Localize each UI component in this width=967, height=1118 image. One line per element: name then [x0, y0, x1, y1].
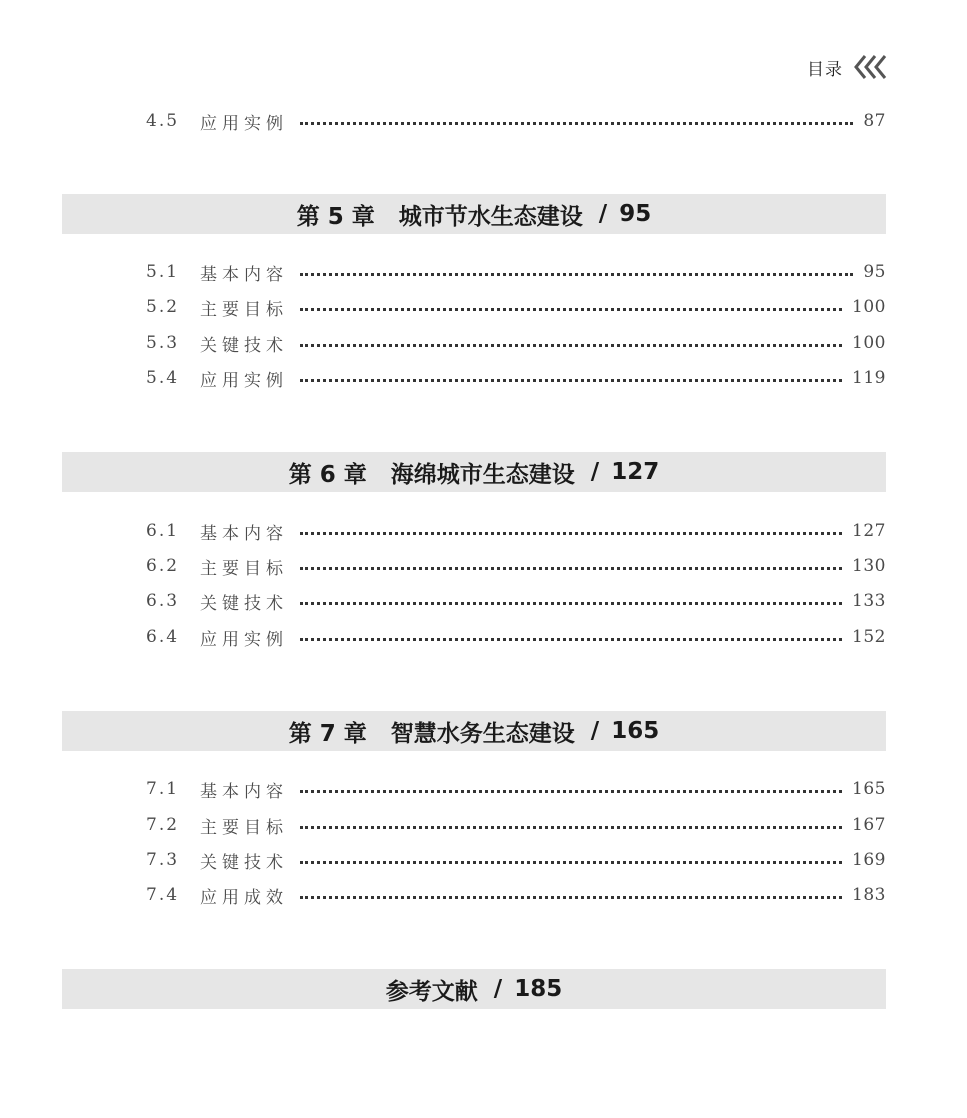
dot-leader: [300, 602, 842, 605]
page-number: 152: [852, 627, 886, 647]
references-title: 参考文献: [385, 978, 478, 1005]
chapter-heading[interactable]: [62, 711, 886, 751]
chapter-title: 海绵城市生态建设: [390, 461, 575, 488]
chapter-title: 智慧水务生态建设: [390, 720, 575, 747]
section-title: 关键技术: [200, 852, 288, 873]
page-number: 119: [852, 368, 886, 388]
section-number: 6.2: [146, 556, 180, 576]
toc-entry[interactable]: [146, 588, 886, 614]
dot-leader: [300, 567, 842, 570]
separator-slash: /: [590, 459, 600, 485]
section-number: 7.3: [146, 850, 180, 870]
running-header: [807, 54, 887, 80]
toc-entry[interactable]: [146, 330, 886, 356]
section-title: 基本内容: [200, 781, 288, 802]
dot-leader: [300, 896, 842, 899]
page-number: 133: [852, 591, 886, 611]
section-number: 5.3: [146, 333, 180, 353]
toc-entry[interactable]: [146, 365, 886, 391]
page-number: 165: [852, 779, 886, 799]
page-number: 183: [852, 885, 886, 905]
section-title: 基本内容: [200, 264, 288, 285]
separator-slash: /: [598, 201, 608, 227]
section-number: 7.4: [146, 885, 180, 905]
section-title: 关键技术: [200, 593, 288, 614]
toc-entry[interactable]: [146, 518, 886, 544]
section-number: 6.1: [146, 521, 180, 541]
section-title: 基本内容: [200, 523, 288, 544]
dot-leader: [300, 826, 842, 829]
page-number: 100: [852, 297, 886, 317]
page-number: 127: [852, 521, 886, 541]
toc-entry[interactable]: [146, 294, 886, 320]
section-title: 应用实例: [200, 370, 288, 391]
chapter-page: 165: [611, 718, 660, 744]
page-number: 167: [852, 815, 886, 835]
chapter-label: 第 6 章: [288, 461, 367, 488]
toc-entry[interactable]: [146, 108, 886, 134]
section-title: 应用成效: [200, 887, 288, 908]
page-number: 95: [863, 262, 886, 282]
dot-leader: [300, 379, 842, 382]
section-number: 5.4: [146, 368, 180, 388]
separator-slash: /: [590, 718, 600, 744]
section-number: 5.1: [146, 262, 180, 282]
section-number: 7.2: [146, 815, 180, 835]
chapter-title: 城市节水生态建设: [398, 203, 583, 230]
section-title: 关键技术: [200, 335, 288, 356]
section-number: 7.1: [146, 779, 180, 799]
dot-leader: [300, 790, 842, 793]
section-title: 应用实例: [200, 629, 288, 650]
chapter-page: 127: [611, 459, 660, 485]
section-number: 6.3: [146, 591, 180, 611]
section-number: 5.2: [146, 297, 180, 317]
running-header-label: 目录: [807, 59, 843, 80]
dot-leader: [300, 638, 842, 641]
toc-entry[interactable]: [146, 553, 886, 579]
dot-leader: [300, 122, 853, 125]
dot-leader: [300, 861, 842, 864]
section-number: 6.4: [146, 627, 180, 647]
references-page: 185: [514, 976, 563, 1002]
section-number: 4.5: [146, 111, 180, 131]
dot-leader: [300, 308, 842, 311]
dot-leader: [300, 532, 842, 535]
dot-leader: [300, 273, 853, 276]
chapter-label: 第 7 章: [288, 720, 367, 747]
chapter-heading[interactable]: [62, 452, 886, 492]
chevrons-left-icon: [853, 54, 887, 80]
references-heading[interactable]: [62, 969, 886, 1009]
dot-leader: [300, 344, 842, 347]
toc-entry[interactable]: [146, 259, 886, 285]
toc-entry[interactable]: [146, 812, 886, 838]
section-title: 主要目标: [200, 817, 288, 838]
section-title: 应用实例: [200, 113, 288, 134]
toc-entry[interactable]: [146, 776, 886, 802]
chapter-label: 第 5 章: [296, 203, 375, 230]
toc-entry[interactable]: [146, 882, 886, 908]
page-number: 100: [852, 333, 886, 353]
page-number: 87: [863, 111, 886, 131]
toc-entry[interactable]: [146, 624, 886, 650]
chapter-heading[interactable]: [62, 194, 886, 234]
section-title: 主要目标: [200, 558, 288, 579]
page-number: 130: [852, 556, 886, 576]
chapter-page: 95: [619, 201, 652, 227]
page-number: 169: [852, 850, 886, 870]
separator-slash: /: [493, 976, 503, 1002]
section-title: 主要目标: [200, 299, 288, 320]
toc-entry[interactable]: [146, 847, 886, 873]
